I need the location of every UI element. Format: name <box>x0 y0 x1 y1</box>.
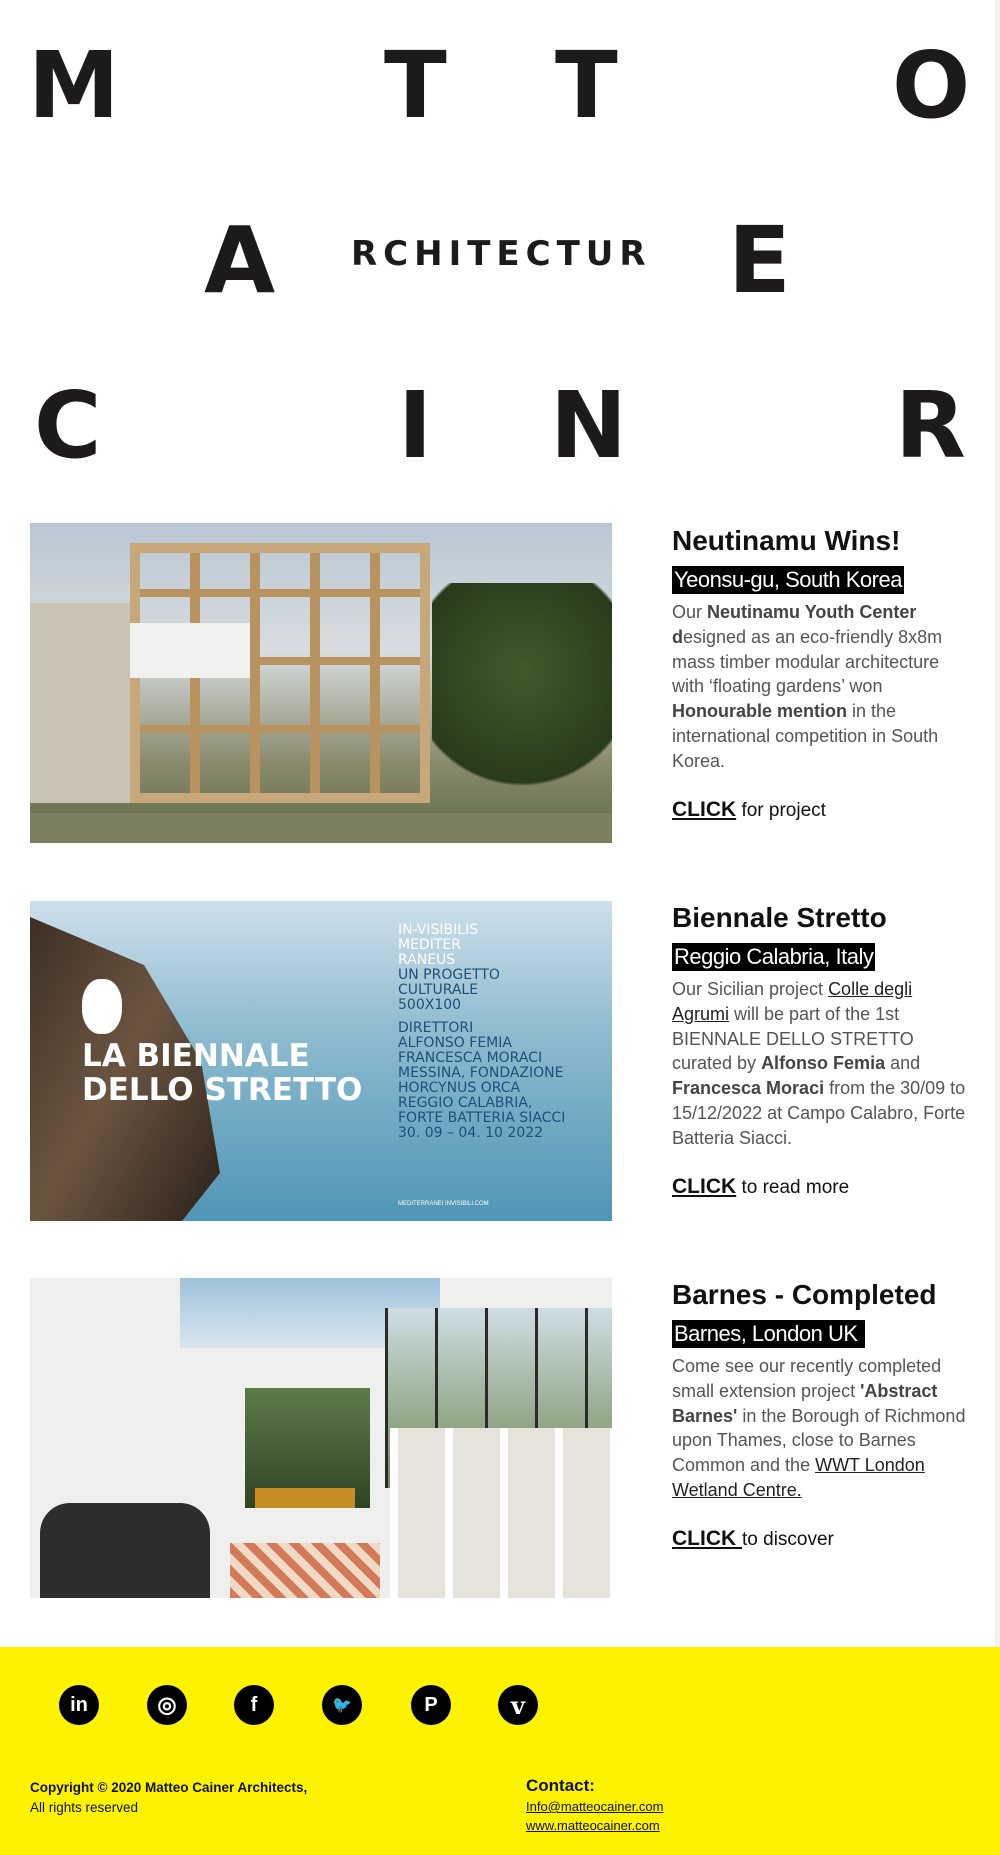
poster-line: 500X100 <box>398 997 462 1013</box>
rights-text: All rights reserved <box>30 1800 139 1815</box>
logo-subtitle: RCHITECTUR <box>351 234 652 274</box>
biennale-poster-image[interactable] <box>30 901 612 1221</box>
poster-title: DELLO STRETTO <box>82 1072 363 1108</box>
website-link[interactable]: www.matteocainer.com <box>526 1818 660 1833</box>
contact <box>526 1775 663 1835</box>
poster-line: FORTE BATTERIA SIACCI <box>398 1110 566 1126</box>
logo-letter: T <box>555 32 618 139</box>
project-description <box>672 1354 972 1503</box>
project-description <box>672 977 972 1151</box>
text: from the 30/09 to 15/12/2022 at Campo Calabro, Forte Batteria Siacci. <box>672 1078 966 1148</box>
logo-letter: O <box>892 32 971 139</box>
poster-line: MESSINA, FONDAZIONE <box>398 1065 564 1081</box>
click-link[interactable]: CLICK <box>672 797 737 821</box>
colle-degli-agrumi-link[interactable]: Colle degli Agrumi <box>672 979 913 1024</box>
pinterest-icon[interactable]: P <box>411 1685 451 1725</box>
project-biennale <box>672 901 972 1199</box>
click-suffix: for project <box>736 799 826 821</box>
poster-line: ALFONSO FEMIA <box>398 1035 512 1051</box>
poster-line: 30. 09 – 04. 10 2022 <box>398 1125 544 1141</box>
barnes-project-image[interactable] <box>30 1278 612 1598</box>
click-link[interactable]: CLICK <box>672 1174 737 1198</box>
project-location: Yeonsu-gu, South Korea <box>674 567 902 592</box>
logo-letter: R <box>895 372 966 479</box>
email-link[interactable]: Info@matteocainer.com <box>526 1799 664 1814</box>
poster-line: RANEUS <box>398 952 456 968</box>
copyright <box>30 1778 307 1818</box>
poster-line: FRANCESCA MORACI <box>398 1050 543 1066</box>
project-neutinamu <box>672 524 972 822</box>
logo-letter: E <box>728 207 791 314</box>
click-line <box>672 798 972 822</box>
copyright-text: Copyright © 2020 Matteo Cainer Architects, <box>30 1780 308 1795</box>
text: and <box>885 1053 921 1074</box>
logo-letter: M <box>28 32 120 139</box>
text: Our Sicilian project <box>672 979 829 999</box>
poster-line: REGGIO CALABRIA, <box>398 1095 533 1111</box>
project-location: Barnes, London UK <box>674 1321 864 1346</box>
project-location: Reggio Calabria, Italy <box>674 944 874 969</box>
click-line <box>672 1527 972 1551</box>
poster-footer: MEDITERRANEI INVISIBILI.COM <box>398 1201 489 1207</box>
instagram-icon[interactable]: ◎ <box>147 1685 187 1725</box>
logo-letter: N <box>550 372 627 479</box>
poster-title: LA BIENNALE <box>82 1038 310 1074</box>
text: will be part of the 1st BIENNALE DELLO STRETTO curated by <box>672 1003 914 1074</box>
contact-label: Contact: <box>526 1776 595 1795</box>
bold-text: Honourable mention <box>672 701 847 722</box>
project-barnes <box>672 1278 972 1551</box>
logo-letter: I <box>398 372 433 479</box>
project-description <box>672 600 972 774</box>
wwt-link[interactable]: WWT London Wetland Centre. <box>672 1455 925 1500</box>
linkedin-icon[interactable]: in <box>59 1685 99 1725</box>
click-suffix: to read more <box>736 1176 850 1198</box>
project-title: Barnes - Completed <box>672 1279 937 1310</box>
neutinamu-project-image[interactable] <box>30 523 612 843</box>
bold-text: Neutinamu Youth Center d <box>672 602 917 647</box>
click-suffix: to discover <box>742 1528 834 1550</box>
twitter-icon[interactable]: 🐦 <box>322 1685 362 1725</box>
text: esigned as an eco-friendly 8x8m mass timber modular architecture with ‘floating gardens’ won <box>672 626 943 697</box>
click-line <box>672 1175 972 1199</box>
scrollbar[interactable] <box>995 0 1000 1647</box>
poster-line: MEDITER <box>398 937 461 953</box>
vimeo-icon[interactable]: v <box>498 1685 538 1725</box>
project-title: Biennale Stretto <box>672 902 887 933</box>
poster-line: HORCYNUS ORCA <box>398 1080 521 1096</box>
poster-line: DIRETTORI <box>398 1020 474 1036</box>
click-link[interactable]: CLICK <box>672 1526 742 1550</box>
footer <box>0 1647 1000 1855</box>
poster-details <box>398 923 565 1141</box>
text: Come see our recently completed small extension project <box>672 1356 942 1401</box>
text: Our <box>672 602 708 622</box>
poster-line: UN PROGETTO <box>398 967 500 983</box>
text: in the international competition in South Korea. <box>672 701 939 771</box>
logo-letter: T <box>384 32 447 139</box>
facebook-icon[interactable]: f <box>234 1685 274 1725</box>
bold-text: Francesca Moraci <box>672 1078 825 1099</box>
logo-letter: A <box>204 207 276 314</box>
logo-letter: C <box>34 372 102 479</box>
poster-line: CULTURALE <box>398 982 479 998</box>
project-title: Neutinamu Wins! <box>672 525 901 556</box>
text: in the Borough of Richmond upon Thames, close to Barnes Common and the <box>672 1405 966 1476</box>
bold-text: 'Abstract Barnes' <box>672 1380 938 1426</box>
poster-line: IN-VISIBILIS <box>398 922 479 938</box>
bold-text: Alfonso Femia <box>761 1053 886 1074</box>
